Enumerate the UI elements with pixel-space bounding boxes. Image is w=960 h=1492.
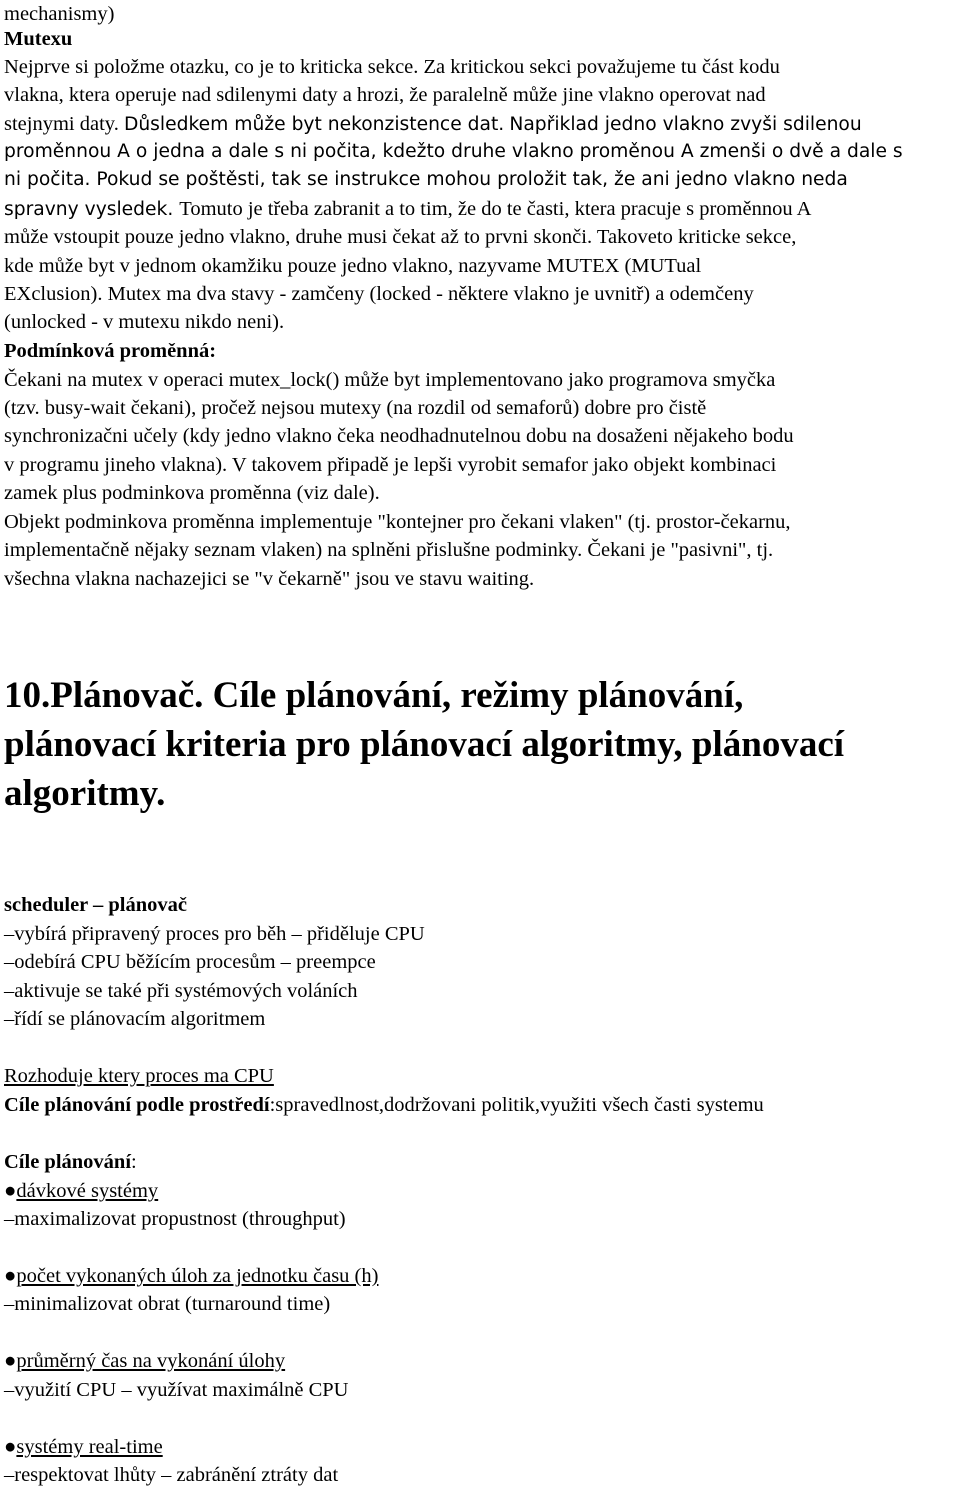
goal-group-detail: –minimalizovat obrat (turnaround time) <box>4 1293 331 1315</box>
mutex-line-2: vlakna, ktera operuje nad sdilenymi daty a hrozi, že paralelně může jine vlakno operovat nad <box>4 84 766 106</box>
mutex-line-3-serif: stejnymi daty. <box>4 113 124 135</box>
scheduler-item-1: –vybírá připravený proces pro běh – přiděluje CPU <box>4 923 425 945</box>
mutex-heading: Mutexu <box>4 28 73 50</box>
mutex-line-3-rest: Napřiklad jedno vlakno zvyši sdilenou <box>509 114 862 135</box>
condvar-line-6: Objekt podminkova proměnna implementuje "kontejner pro čekani vlaken" (tj. prostor-čekarnu, <box>4 511 791 533</box>
condvar-line-7: implementačně nějaky seznam vlaken) na splněni přislušne podminky. Čekani je "pasivni", tj. <box>4 539 774 561</box>
continuation-line: mechanismy) <box>4 3 115 25</box>
condvar-line-3: synchronizačni učely (kdy jedno vlakno čeka neodhadnutelnou dobu na dosaženi nějakeho bodu <box>4 425 794 447</box>
goals-colon: : <box>131 1151 137 1173</box>
goal-link-real-time-systems[interactable]: systémy real-time <box>16 1436 163 1458</box>
chapter-heading-line-2: plánovací kriteria pro plánovací algoritmy, plánovací <box>4 724 845 765</box>
goal-link-jobs-per-hour[interactable]: počet vykonaných úloh za jednotku času (h) <box>16 1265 379 1287</box>
goals-label: Cíle plánování <box>4 1151 132 1173</box>
chapter-heading-line-3: algoritmy. <box>4 773 166 814</box>
condvar-line-4: v programu jineho vlakna). V takovem připadě je lepši vyrobit semafor jako objekt kombinaci <box>4 454 777 476</box>
condvar-line-5: zamek plus podminkova proměnna (viz dale). <box>4 482 380 504</box>
goal-group-title <box>4 1262 378 1290</box>
mutex-line-1: Nejprve si položme otazku, co je to kriticka sekce. Za kritickou sekci považujeme tu část kodu <box>4 56 780 78</box>
goal-group-title <box>4 1177 158 1205</box>
scheduler-item-2: –odebírá CPU běžícím procesům – preempce <box>4 951 376 973</box>
mutex-line-10: (unlocked - v mutexu nikdo neni). <box>4 311 285 333</box>
mutex-line-6 <box>4 195 811 224</box>
goal-group-detail: –respektovat lhůty – zabránění ztráty dat <box>4 1464 339 1486</box>
goal-group-detail: –využití CPU – využívat maximálně CPU <box>4 1379 349 1401</box>
mutex-line-9: EXclusion). Mutex ma dva stavy - zamčeny (locked - některe vlakno je uvnitř) a odemčeny <box>4 283 754 305</box>
scheduler-title: scheduler – plánovač <box>4 894 187 916</box>
condvar-line-8: všechna vlakna nachazejici se "v čekarně" jsou ve stavu waiting. <box>4 568 535 590</box>
bullet-icon: ● <box>4 1350 17 1372</box>
environment-goals-line <box>4 1091 764 1119</box>
goal-group-title <box>4 1433 163 1461</box>
mutex-line-8: kde může byt v jednom okamžiku pouze jedno vlakno, nazyvame MUTEX (MUTual <box>4 255 702 277</box>
mutex-line-6-serif: Tomuto je třeba zabranit a to tim, že do te časti, ktera pracuje s proměnnou A <box>179 198 812 220</box>
bullet-icon: ● <box>4 1436 17 1458</box>
chapter-heading-line-1: 10.Plánovač. Cíle plánování, režimy plánování, <box>4 675 744 716</box>
scheduler-item-4: –řídí se plánovacím algoritmem <box>4 1008 266 1030</box>
bullet-icon: ● <box>4 1180 17 1202</box>
mutex-line-3-sans: Důsledkem může byt nekonzistence dat. <box>123 114 505 135</box>
mutex-line-3 <box>4 110 862 139</box>
mutex-line-4: proměnnou A o jedna a dale s ni počita, kdežto druhe vlakno proměnou A zmenši o dvě a dale s <box>4 141 903 162</box>
goals-heading <box>4 1148 137 1176</box>
mutex-line-7: může vstoupit pouze jedno vlakno, druhe musi čekat až to prvni skonči. Takoveto kriticke sekce, <box>4 226 797 248</box>
condvar-line-1: Čekani na mutex v operaci mutex_lock() může byt implementovano jako programova smyčka <box>4 369 776 391</box>
bullet-icon: ● <box>4 1265 17 1287</box>
goal-link-average-time[interactable]: průměrný čas na vykonání úlohy <box>16 1350 286 1372</box>
decides-which-process-link[interactable]: Rozhoduje ktery proces ma CPU <box>4 1065 274 1087</box>
mutex-line-6-sans: spravny vysledek. <box>4 199 180 220</box>
goal-link-batch-systems[interactable]: dávkové systémy <box>16 1180 159 1202</box>
scheduler-item-3: –aktivuje se také při systémových voláních <box>4 980 358 1002</box>
environment-goals-label: Cíle plánování podle prostředí <box>4 1094 270 1116</box>
environment-goals-text: :spravedlnost,dodržovani politik,využiti všech časti systemu <box>269 1094 764 1116</box>
condvar-line-2: (tzv. busy-wait čekani), pročež nejsou mutexy (na rozdil od semaforů) dobre pro čistě <box>4 397 707 419</box>
mutex-line-5: ni počita. Pokud se poštěsti, tak se instrukce mohou proložit tak, že ani jedno vlakno neda <box>4 169 848 190</box>
condvar-heading: Podmínková proměnná: <box>4 340 217 362</box>
goal-group-title <box>4 1347 285 1375</box>
goal-group-detail: –maximalizovat propustnost (throughput) <box>4 1208 346 1230</box>
